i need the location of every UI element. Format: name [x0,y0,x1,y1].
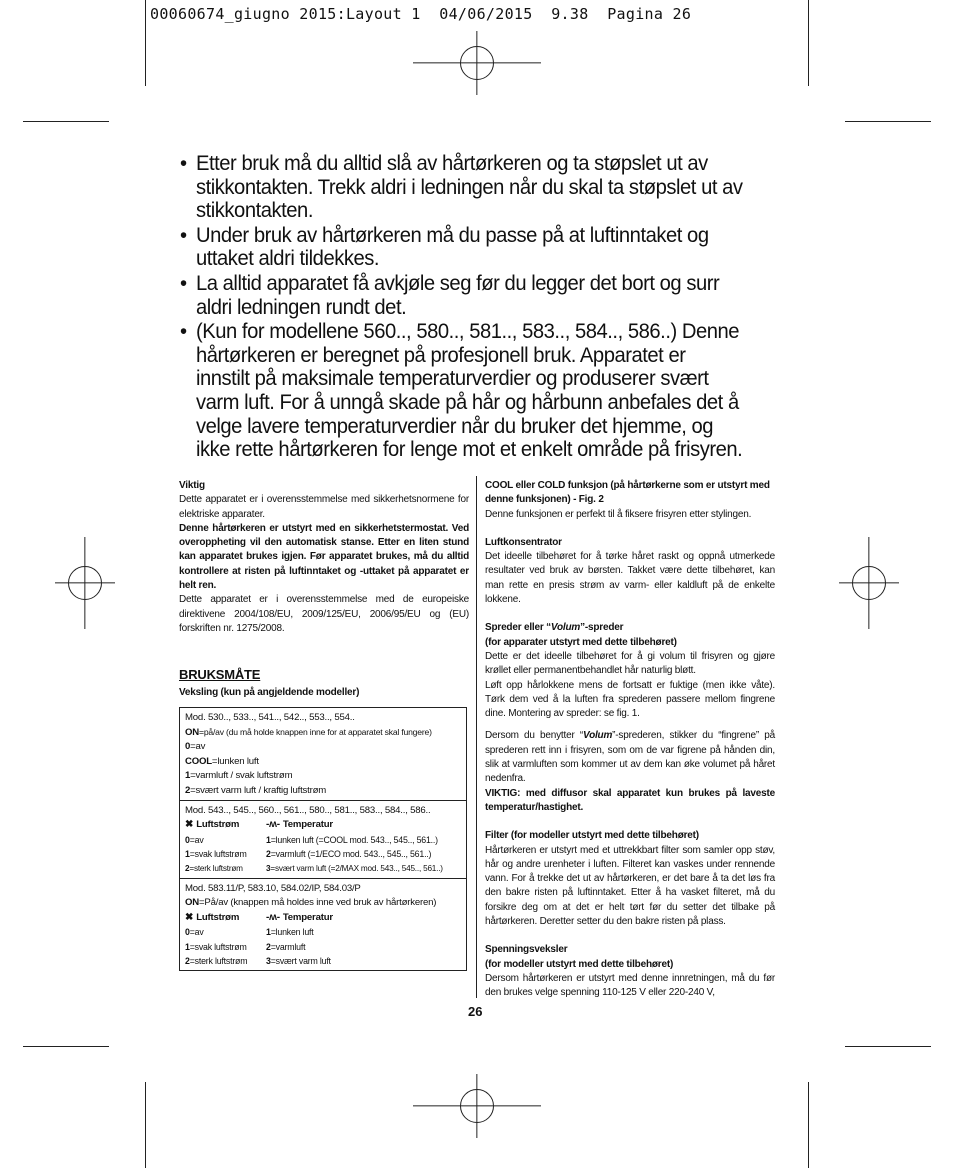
page-number: 26 [468,1004,483,1019]
registration-mark-right [852,566,886,600]
filter-paragraph: Hårtørkeren er utstyrt med et uttrekkbart filter som samler opp støv, hår og andre urenheter i luften. Filteret kan vaskes under rennende vann. For å trekke det ut av hårtørkeren, er det bare å ta det løs fra den bakre risten på luftinntaket. Etter å ha vasket filteret, må du forsikre deg om at det er helt tørt før du setter det tilbake på hårtørkeren. Deretter setter du den bakre risten på plass. [485,844,775,928]
switch-line: 0=av [185,741,206,753]
heat-icon: -ʍ- [266,819,280,831]
left-column [179,479,469,971]
filter-title: Filter (for modeller utstyrt med dette tilbehøret) [485,830,699,842]
model-list: Mod. 543.., 545.., 560.., 561.., 580.., 581.., 583.., 584.., 586.. [185,805,431,816]
bullet-item [180,320,744,462]
spreder-subtitle: (for apparater utstyrt med dette tilbehøret) [485,636,677,648]
table-row: 2=sterk luftstrøm 3=svært varm luft (=2/MAX mod. 543.., 545.., 561..) [185,863,443,873]
registration-mark-bottom [460,1089,494,1123]
switch-line: 2=svært varm luft / kraftig luftstrøm [185,784,327,796]
spenning-title: Spenningsveksler [485,944,568,956]
spreder-paragraph: Dersom du benytter “Volum”-sprederen, stikker du “fingrene” på sprederen rett inn i frisyren, som om de var figrene på hånden din, slik at varmluften som kommer ut av dem kan øke volumet på håret nedenfra. [485,730,775,785]
spreder-paragraph: Dette er det ideelle tilbehøret for å gi volum til frisyren og gjøre krøllet eller permanentbehandlet hår naturlig bløtt. [485,650,775,677]
spenning-paragraph: Dersom hårtørkeren er utstyrt med denne innretningen, må du før den brukes velge spenning 110-125 V eller 220-240 V, [485,972,775,999]
bullet-dot: • [180,151,187,175]
table-row: 0=av 1=lunken luft [185,927,314,938]
table-row: 0=av 1=lunken luft (=COOL mod. 543.., 545.., 561..) [185,834,438,845]
cool-paragraph: Denne funksjonen er perfekt til å fiksere frisyren etter stylingen. [485,508,752,520]
switch-line: 1=varmluft / svak luftstrøm [185,770,293,782]
right-column [485,479,775,1001]
model-table [179,707,467,972]
luft-title: Luftkonsentrator [485,536,562,548]
table-row: 2=sterk luftstrøm 3=svært varm luft [185,956,331,967]
temperature-label: Temperatur [282,819,333,831]
column-divider [476,476,477,998]
spreder-paragraph: Løft opp hårlokkene mens de fortsatt er fuktige (men ikke våte). Tørk dem ved å la luften fra sprederen passere mellom fingrene dine. Montering av spreder: se fig. 1. [485,679,775,720]
heat-icon: -ʍ- [266,911,280,923]
table-row: 1=svak luftstrøm 2=varmluft [185,941,306,952]
table-row: 1=svak luftstrøm 2=varmluft (=1/ECO mod. 543.., 545.., 561..) [185,849,432,860]
spenning-subtitle: (for modeller utstyrt med dette tilbehøret) [485,958,674,970]
model-list: Mod. 530.., 533.., 541.., 542.., 553.., 554.. [185,711,355,723]
table-header [185,911,461,925]
crop-mark [23,121,109,122]
luft-paragraph: Det ideelle tilbehøret for å tørke håret raskt og oppnå utmerkede resultater ved bruk av børsten. Takket være dette tilbehøret, kan man rette en presis strøm av varm- eller kaldluft på de enkelte lokkene. [485,551,775,606]
bullet-text: Under bruk av hårtørkeren må du passe på at luftinntaket og uttaket aldri tildekkes. [195,222,709,271]
switch-line: COOL=lunken luft [185,755,259,767]
crop-mark [145,1082,146,1168]
crop-mark [23,1046,109,1047]
viktig-title: Viktig [179,480,205,491]
airflow-label: Luftstrøm [196,819,240,831]
crop-mark [845,1046,931,1047]
spreder-warning: VIKTIG: med diffusor skal apparatet kun brukes på laveste temperatur/hastighet. [485,787,775,813]
model-cell-1 [180,708,466,801]
print-header: 00060674_giugno 2015:Layout 1 04/06/2015 9.38 Pagina 26 [150,5,692,23]
model-list: Mod. 583.11/P, 583.10, 584.02/IP, 584.03/P [185,883,361,895]
crop-mark [808,0,809,86]
cool-title: COOL eller COLD funksjon (på hårtørkerne som er utstyrt med denne funksjonen) - Fig. 2 [485,480,770,506]
section-title: BRUKSMÅTE [179,667,261,683]
viktig-warning: Denne hårtørkeren er utstyrt med en sikkerhetstermostat. Ved overoppheting vil den automatisk stanse. Etter en liten stund kan apparatet brukes igjen. Før apparatet brukes, må du alltid kontrollere at risten på luftinntaket og -uttaket på apparatet er helt ren. [179,522,469,592]
registration-mark-top [460,46,494,80]
bullet-item [180,272,744,319]
fan-icon: ✖ [185,911,194,923]
bullet-text: La alltid apparatet få avkjøle seg før du legger det bort og surr aldri ledningen rundt det. [195,270,720,319]
crop-mark [808,1082,809,1168]
bullet-dot: • [180,270,187,295]
bullet-item [180,152,744,223]
model-cell-3 [180,879,466,970]
section-subtitle: Veksling (kun på angjeldende modeller) [179,687,360,699]
temperature-label: Temperatur [282,911,333,923]
switch-line: ON=På/av (knappen må holdes inne ved bruk av hårtørkeren) [185,897,437,909]
viktig-paragraph: Dette apparatet er i overensstemmelse med sikkerhetsnormene for elektriske apparater. [179,494,469,520]
bullet-dot: • [180,319,187,344]
bullet-dot: • [180,222,187,247]
bullet-text: (Kun for modellene 560.., 580.., 581.., 583.., 584.., 586..) Denne hårtørkeren er beregnet på profesjonell bruk. Apparatet er innstilt på maksimale temperaturverdier og produserer svært varm luft. For å unngå skade på hår og hårbunn anbefales det å velge lavere temperaturverdier når du bruker det hjemme, og ikke rette hårtørkeren for lenge mot et enkelt område på frisyren. [195,319,743,462]
spreder-title: Spreder eller “Volum”-spreder [485,622,624,634]
model-cell-2 [180,801,466,879]
registration-mark-left [68,566,102,600]
table-header [185,818,461,832]
crop-mark [145,0,146,86]
switch-line: ON=på/av (du må holde knappen inne for at apparatet skal fungere) [185,726,432,738]
bullet-text: Etter bruk må du alltid slå av hårtørkeren og ta støpslet ut av stikkontakten. Trekk aldri i ledningen når du skal ta støpslet ut av stikkontakten. [195,151,743,223]
airflow-label: Luftstrøm [196,911,240,923]
safety-bullet-list [180,152,744,463]
crop-mark [845,121,931,122]
fan-icon: ✖ [185,819,194,831]
bullet-item [180,224,744,271]
viktig-directives: Dette apparatet er i overensstemmelse med de europeiske direktivene 2004/108/EU, 2009/125/EU, 2006/95/EU og (EU) forskriften nr. 1275/2008. [179,594,469,634]
